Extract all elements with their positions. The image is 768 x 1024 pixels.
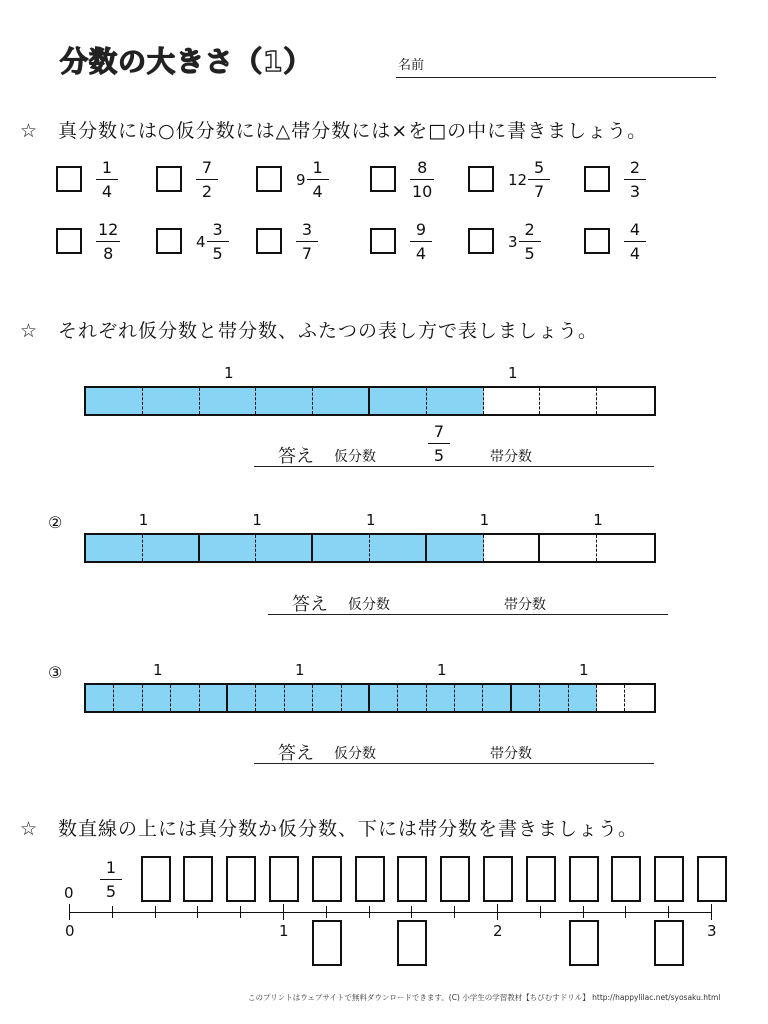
- fraction: [96, 160, 118, 200]
- answer-label: 答え: [278, 743, 314, 764]
- number-line-answer-box-top[interactable]: [654, 856, 684, 902]
- answer-line[interactable]: [268, 614, 668, 615]
- number-line-tick: [668, 906, 669, 918]
- fraction: [428, 424, 450, 464]
- tape-segment: [143, 388, 200, 414]
- tape-segment: [200, 685, 228, 711]
- fraction-item: [508, 160, 550, 200]
- improper-fraction-label: 仮分数: [334, 746, 376, 762]
- tape-segment: [86, 535, 143, 561]
- answer-box[interactable]: [468, 228, 494, 254]
- number-line-tick: [197, 906, 198, 918]
- fraction-denominator: 4: [629, 244, 641, 263]
- tape-segment: [540, 685, 568, 711]
- tape-segment: [597, 535, 654, 561]
- answer-box[interactable]: [56, 228, 82, 254]
- fraction: [410, 160, 434, 200]
- fraction-numerator: 3: [301, 220, 313, 239]
- answer-label: 答え: [278, 446, 314, 467]
- fraction-denominator: 8: [103, 244, 114, 263]
- fraction-numerator: 5: [534, 158, 545, 177]
- fraction-numerator: 4: [629, 220, 641, 239]
- unit-label: 1: [295, 661, 305, 679]
- answer-line[interactable]: [254, 763, 654, 764]
- number-line-tick-label: 2: [493, 922, 503, 940]
- numberline-example-fraction: [100, 860, 122, 900]
- number-line-tick: [240, 906, 241, 918]
- answer-box[interactable]: [370, 166, 396, 192]
- footer-credit: このプリントはウェブサイトで無料ダウンロードできます。(C) 小学生の学習教材【ちびむすドリル】 http://happylilac.net/syosaku.html: [248, 993, 721, 1002]
- fraction-whole: 9: [296, 171, 306, 189]
- fraction-numerator: 1: [101, 158, 113, 177]
- number-line-answer-box-top[interactable]: [526, 856, 556, 902]
- fraction: [196, 160, 218, 200]
- fraction-item: [410, 222, 432, 262]
- unit-label: 1: [437, 661, 447, 679]
- fraction-denominator: 4: [415, 244, 427, 263]
- number-line-tick: [497, 904, 498, 920]
- answer-box[interactable]: [468, 166, 494, 192]
- section1-instruction: ☆ 真分数には○仮分数には△帯分数には×を□の中に書きましょう。: [20, 120, 648, 142]
- fraction-whole: 3: [508, 233, 518, 251]
- number-line-answer-box-top[interactable]: [183, 856, 213, 902]
- section3-instruction: ☆ 数直線の上には真分数か仮分数、下には帯分数を書きましょう。: [20, 818, 639, 840]
- fraction-denominator: 5: [524, 244, 535, 263]
- tape-segment: [86, 388, 143, 414]
- unit-label: 1: [366, 511, 376, 529]
- fraction-item: [508, 222, 541, 262]
- fraction-item: [96, 222, 120, 262]
- name-field[interactable]: [396, 77, 716, 78]
- name-label: 名前: [398, 58, 425, 73]
- fraction-item: [196, 160, 218, 200]
- fraction: [624, 160, 646, 200]
- fraction-denominator: 5: [105, 882, 117, 901]
- mixed-number-label: 帯分数: [490, 746, 532, 762]
- answer-box[interactable]: [156, 166, 182, 192]
- fraction-numerator: 7: [201, 158, 213, 177]
- mixed-number-label: 帯分数: [504, 597, 546, 613]
- tape-segment: [114, 685, 142, 711]
- fraction-numerator: 1: [312, 158, 323, 177]
- number-line-tick: [711, 904, 712, 920]
- tape-segment: [427, 535, 484, 561]
- fraction-numerator: 9: [415, 220, 427, 239]
- number-line-tick: [583, 906, 584, 918]
- number-line-tick: [326, 906, 327, 918]
- problem-marker: ②: [48, 513, 63, 532]
- answer-box[interactable]: [584, 228, 610, 254]
- number-line-tick: [411, 906, 412, 918]
- unit-label: 1: [153, 661, 163, 679]
- fraction: [624, 222, 646, 262]
- number-line-tick: [283, 904, 284, 920]
- fraction-whole: 4: [196, 233, 206, 251]
- answer-label: 答え: [292, 594, 328, 615]
- number-line-answer-box-top[interactable]: [611, 856, 641, 902]
- fraction-item: [296, 222, 318, 262]
- tape-diagram: [84, 386, 656, 416]
- tape-segment: [342, 685, 370, 711]
- fraction: [519, 222, 541, 262]
- tape-segment: [228, 685, 256, 711]
- page-title: 分数の大きさ（1）: [60, 45, 313, 78]
- fraction-item: [296, 160, 329, 200]
- tape-segment: [313, 388, 370, 414]
- numberline-zero-top: 0: [64, 884, 74, 902]
- tape-segment: [86, 685, 114, 711]
- answer-box[interactable]: [156, 228, 182, 254]
- tape-segment: [256, 535, 313, 561]
- fraction-item: [410, 160, 434, 200]
- tape-segment: [484, 388, 541, 414]
- tape-diagram: [84, 533, 656, 563]
- fraction-item: [96, 160, 118, 200]
- number-line-tick-label: 3: [707, 922, 717, 940]
- unit-label: 1: [224, 364, 234, 382]
- number-line-answer-box-top[interactable]: [226, 856, 256, 902]
- unit-label: 1: [138, 511, 149, 529]
- tape-segment: [313, 535, 370, 561]
- fraction-denominator: 4: [312, 182, 323, 201]
- tape-segment: [256, 388, 313, 414]
- number-line: [70, 912, 712, 913]
- fraction-item: [624, 160, 646, 200]
- fraction-denominator: 7: [534, 182, 545, 201]
- number-line-tick: [369, 906, 370, 918]
- fraction-denominator: 7: [301, 244, 313, 263]
- tape-segment: [171, 685, 199, 711]
- fraction-denominator: 5: [433, 446, 445, 465]
- fraction-numerator: 7: [433, 422, 445, 441]
- number-line-answer-box-top[interactable]: [312, 856, 342, 902]
- answer-box[interactable]: [370, 228, 396, 254]
- answer-box[interactable]: [584, 166, 610, 192]
- number-line-answer-box-top[interactable]: [697, 856, 727, 902]
- number-line-answer-box-top[interactable]: [397, 856, 427, 902]
- unit-label: 1: [593, 511, 603, 529]
- number-line-tick-label: 0: [65, 922, 75, 940]
- fraction-denominator: 10: [412, 182, 433, 201]
- fraction-denominator: 4: [101, 182, 113, 201]
- fraction-numerator: 2: [524, 220, 535, 239]
- tape-segment: [540, 388, 597, 414]
- number-line-tick: [155, 906, 156, 918]
- problem-marker: ③: [48, 663, 63, 682]
- fraction: [207, 222, 229, 262]
- tape-segment: [625, 685, 653, 711]
- number-line-answer-box-top[interactable]: [355, 856, 385, 902]
- tape-segment: [455, 685, 483, 711]
- number-line-answer-box-top[interactable]: [141, 856, 171, 902]
- number-line-answer-box-bottom[interactable]: [654, 920, 684, 966]
- fraction-numerator: 8: [417, 158, 428, 177]
- tape-segment: [143, 535, 200, 561]
- number-line-tick-label: 1: [279, 922, 289, 940]
- tape-segment: [483, 685, 511, 711]
- number-line-tick: [454, 906, 455, 918]
- improper-fraction-label: 仮分数: [348, 597, 390, 613]
- improper-fraction-label: 仮分数: [334, 449, 376, 465]
- tape-segment: [597, 388, 654, 414]
- unit-label: 1: [252, 511, 262, 529]
- fraction: [296, 222, 318, 262]
- fraction-denominator: 3: [629, 182, 641, 201]
- fraction-denominator: 5: [212, 244, 223, 263]
- fraction-item: [428, 424, 450, 464]
- number-line-tick: [112, 906, 113, 918]
- fraction-numerator: 12: [98, 220, 119, 239]
- answer-box[interactable]: [256, 228, 282, 254]
- tape-segment: [398, 685, 426, 711]
- unit-label: 1: [579, 661, 589, 679]
- fraction-item: [196, 222, 229, 262]
- fraction-numerator: 3: [212, 220, 223, 239]
- fraction-numerator: 2: [629, 158, 641, 177]
- answer-box[interactable]: [56, 166, 82, 192]
- tape-segment: [200, 535, 257, 561]
- fraction: [410, 222, 432, 262]
- number-line-tick: [69, 904, 70, 920]
- tape-segment: [200, 388, 257, 414]
- tape-segment: [569, 685, 597, 711]
- fraction-denominator: 2: [201, 182, 213, 201]
- number-line-answer-box-bottom[interactable]: [397, 920, 427, 966]
- number-line-tick: [625, 906, 626, 918]
- number-line-answer-box-top[interactable]: [483, 856, 513, 902]
- number-line-answer-box-top[interactable]: [269, 856, 299, 902]
- number-line-answer-box-bottom[interactable]: [312, 920, 342, 966]
- tape-segment: [256, 685, 284, 711]
- tape-segment: [512, 685, 540, 711]
- fraction: [307, 160, 329, 200]
- number-line-answer-box-top[interactable]: [569, 856, 599, 902]
- tape-segment: [370, 388, 427, 414]
- tape-segment: [540, 535, 597, 561]
- section2-instruction: ☆ それぞれ仮分数と帯分数、ふたつの表し方で表しましょう。: [20, 320, 599, 342]
- fraction-numerator: 1: [105, 858, 117, 877]
- tape-segment: [285, 685, 313, 711]
- fraction-whole: 12: [508, 171, 528, 189]
- answer-line[interactable]: [254, 466, 654, 467]
- number-line-answer-box-bottom[interactable]: [569, 920, 599, 966]
- answer-box[interactable]: [256, 166, 282, 192]
- number-line-answer-box-top[interactable]: [440, 856, 470, 902]
- number-line-tick: [540, 906, 541, 918]
- tape-segment: [427, 685, 455, 711]
- tape-segment: [597, 685, 625, 711]
- tape-segment: [313, 685, 341, 711]
- tape-segment: [427, 388, 484, 414]
- tape-diagram: [84, 683, 656, 713]
- unit-label: 1: [508, 364, 518, 382]
- fraction-item: [624, 222, 646, 262]
- tape-segment: [484, 535, 541, 561]
- tape-segment: [370, 685, 398, 711]
- tape-segment: [143, 685, 171, 711]
- tape-segment: [370, 535, 427, 561]
- mixed-number-label: 帯分数: [490, 449, 532, 465]
- unit-label: 1: [479, 511, 490, 529]
- fraction: [528, 160, 550, 200]
- fraction: [96, 222, 120, 262]
